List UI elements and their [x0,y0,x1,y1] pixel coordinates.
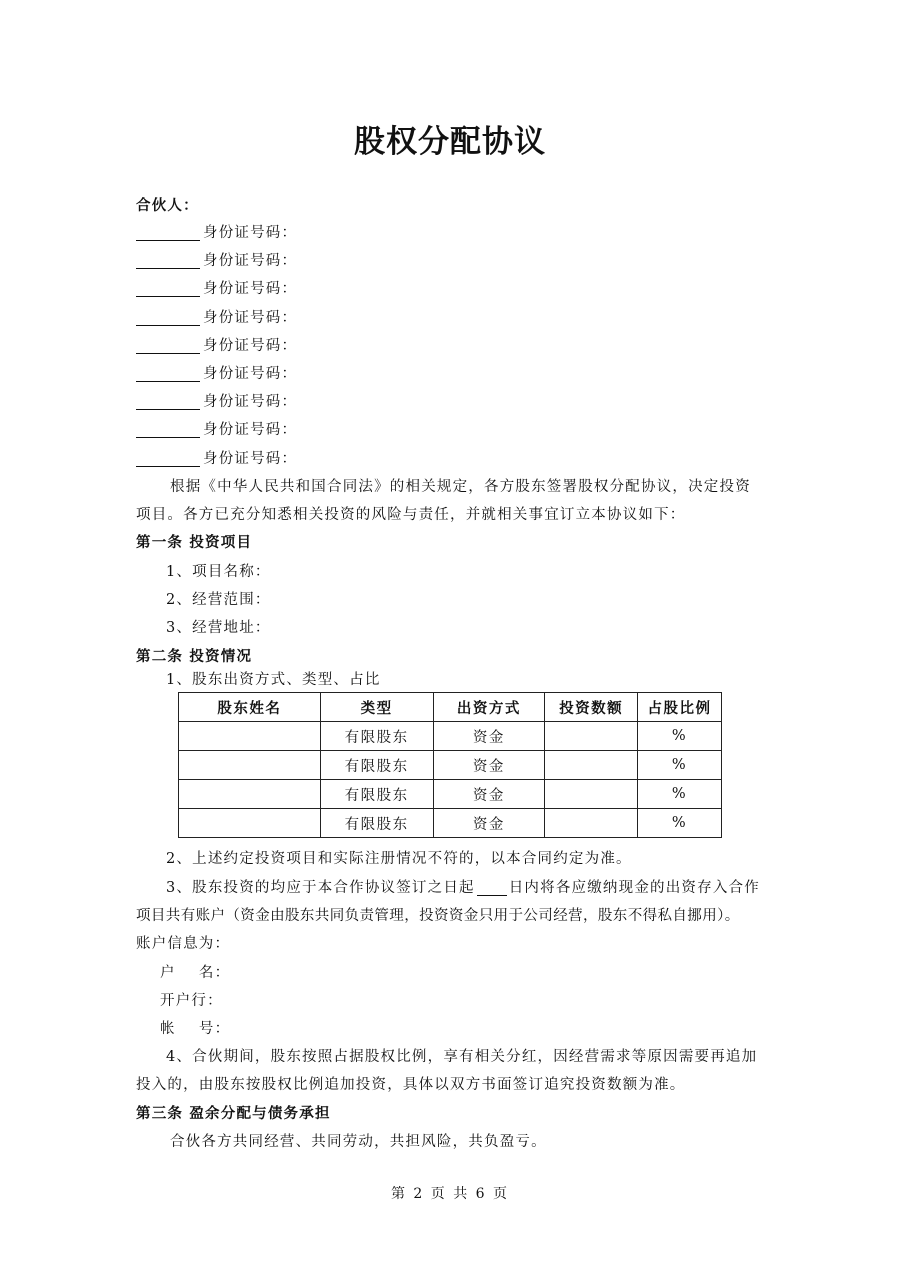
partner-row [136,447,297,468]
intro-line-2: 项目。各方已充分知悉相关投资的风险与责任，并就相关事宜订立本协议如下： [136,507,686,523]
days-blank [477,881,507,896]
id-number-label: 身份证号码： [203,253,298,270]
id-number-label: 身份证号码： [203,309,298,326]
header-share-ratio: 占股比例 [638,693,722,722]
header-type: 类型 [320,693,433,722]
partner-row [136,277,297,298]
document-title: 股权分配协议 [354,124,546,160]
table-row [179,809,722,838]
item-3-text-part-2: 日内将各应缴纳现金的出资存入合作 [508,880,760,896]
cell-contribution-method: 资金 [433,722,545,751]
cell-contribution-method: 资金 [433,809,545,838]
header-investment-amount: 投资数额 [545,693,638,722]
partner-name-blank [136,395,200,410]
cell-type: 有限股东 [320,751,433,780]
investment-item-4-line-2: 投入的，由股东按股权比例追加投资，具体以双方书面签订追究投资数额为准。 [136,1077,686,1093]
cell-investment-amount [545,751,638,780]
article-3-heading: 第三条 盈余分配与债务承担 [136,1106,331,1122]
id-number-label: 身份证号码： [203,394,298,411]
project-name-item: 1、项目名称： [166,564,271,580]
partners-label: 合伙人： [136,198,199,214]
partner-name-blank [136,254,200,269]
partner-name-blank [136,282,200,297]
investment-item-2: 2、上述约定投资项目和实际注册情况不符的，以本合同约定为准。 [166,851,632,867]
article-1-heading: 第一条 投资项目 [136,535,253,551]
investment-item-3-line-1 [166,876,760,897]
cell-contribution-method: 资金 [433,780,545,809]
id-number-label: 身份证号码： [203,450,298,467]
partner-row [136,362,297,383]
cell-share-ratio: % [638,722,722,751]
investment-item-3-line-2: 项目共有账户（资金由股东共同负责管理，投资资金只用于公司经营，股东不得私自挪用）。 [136,908,740,924]
table-row [179,722,722,751]
id-number-label: 身份证号码： [203,422,298,439]
account-number-label: 帐 号： [160,1021,231,1037]
cell-type: 有限股东 [320,780,433,809]
partner-name-blank [136,311,200,326]
partner-row [136,390,297,411]
investment-item-4-line-1: 4、合伙期间，股东按照占据股权比例，享有相关分红，因经营需求等原因需要再追加 [166,1049,758,1065]
partner-name-blank [136,423,200,438]
partner-name-blank [136,367,200,382]
article-3-text: 合伙各方共同经营、共同劳动，共担风险，共负盈亏。 [170,1134,547,1150]
header-contribution-method: 出资方式 [433,693,545,722]
cell-shareholder-name [179,751,321,780]
cell-share-ratio: % [638,780,722,809]
partner-row [136,306,297,327]
item-3-text-part-1: 3、股东投资的均应于本合作协议签订之日起 [166,880,475,896]
id-number-label: 身份证号码： [203,225,298,241]
account-info-label: 账户信息为： [136,936,231,952]
partner-row [136,334,297,355]
id-number-label: 身份证号码： [203,281,298,298]
partner-name-blank [136,226,200,241]
table-header-row [179,693,722,722]
cell-share-ratio: % [638,809,722,838]
account-name-label: 户 名： [160,965,231,981]
cell-investment-amount [545,809,638,838]
article-2-heading: 第二条 投资情况 [136,649,253,665]
id-number-label: 身份证号码： [203,366,298,382]
page-footer: 第 2 页 共 6 页 [390,1186,510,1202]
partner-row [136,418,297,439]
header-shareholder-name: 股东姓名 [179,693,321,722]
partner-name-blank [136,339,200,354]
cell-shareholder-name [179,722,321,751]
investment-table [178,692,722,838]
partner-row [136,249,297,270]
cell-share-ratio: % [638,751,722,780]
account-bank-label: 开户行： [160,993,223,1009]
business-scope-item: 2、经营范围： [166,592,271,608]
cell-shareholder-name [179,809,321,838]
cell-investment-amount [545,722,638,751]
investment-item-1: 1、股东出资方式、类型、占比 [166,672,381,688]
cell-shareholder-name [179,780,321,809]
intro-line-1: 根据《中华人民共和国合同法》的相关规定，各方股东签署股权分配协议，决定投资 [170,479,751,495]
table-row [179,751,722,780]
partner-name-blank [136,452,200,467]
cell-investment-amount [545,780,638,809]
id-number-label: 身份证号码： [203,337,298,354]
cell-type: 有限股东 [320,722,433,751]
partner-row [136,221,297,242]
table-row [179,780,722,809]
cell-type: 有限股东 [320,809,433,838]
cell-contribution-method: 资金 [433,751,545,780]
business-address-item: 3、经营地址： [166,620,271,636]
